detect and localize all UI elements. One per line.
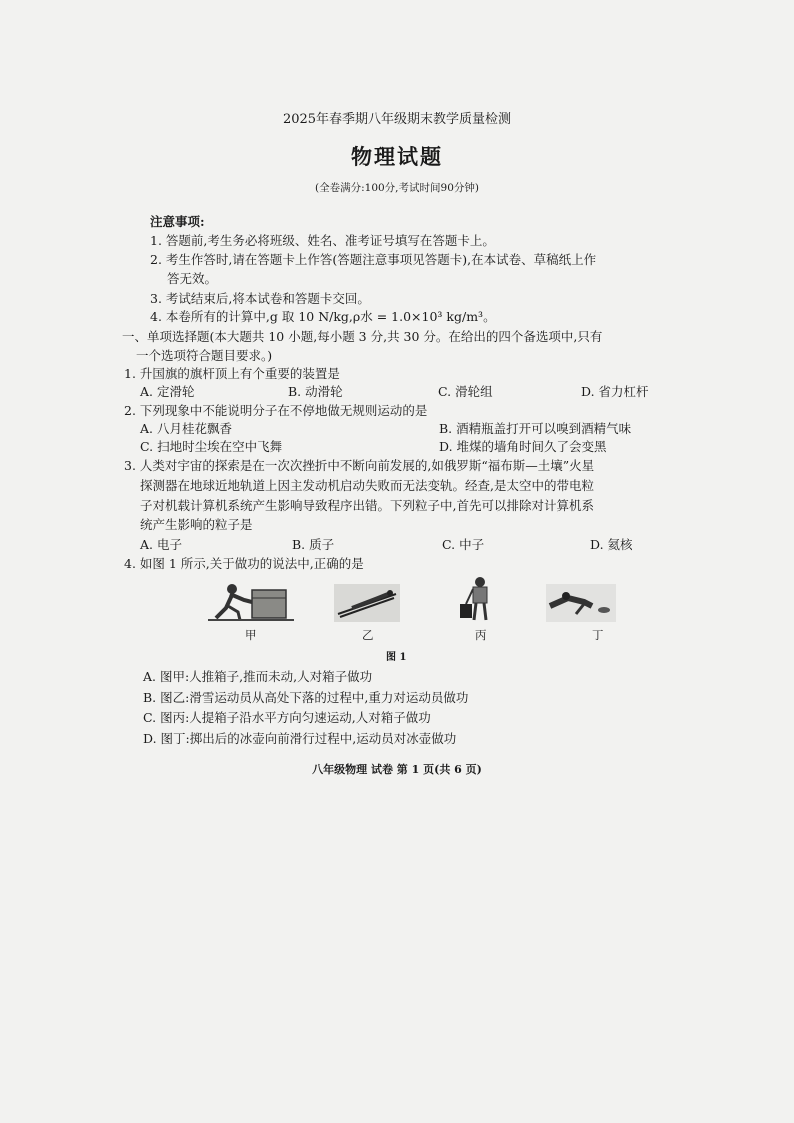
q1-option-d: D. 省力杠杆 [581, 384, 649, 399]
question-3-line-4: 统产生影响的粒子是 [140, 517, 253, 532]
figure-label-ding: 丁 [592, 628, 604, 642]
figure-label-bing: 丙 [475, 628, 487, 642]
note-item-2-line-1: 2. 考生作答时,请在答题卡上作答(答题注意事项见答题卡),在本试卷、草稿纸上作 [150, 252, 597, 267]
exam-header: 2025年春季期八年级期末教学质量检测 [282, 112, 512, 127]
figure-label-yi: 乙 [362, 628, 374, 642]
q1-option-b: B. 动滑轮 [288, 384, 343, 399]
figure-jia-push-box [208, 582, 294, 622]
question-3-line-3: 子对机载计算机系统产生影响导致程序出错。下列粒子中,首先可以排除对计算机系 [140, 498, 594, 513]
note-item-1: 1. 答题前,考生务必将班级、姓名、准考证号填写在答题卡上。 [150, 233, 495, 248]
figure-bing-carry-box [458, 576, 498, 622]
exam-subtitle: (全卷满分:100分,考试时间90分钟) [315, 182, 479, 194]
q4-option-c: C. 图丙:人提箱子沿水平方向匀速运动,人对箱子做功 [143, 710, 431, 725]
question-2-stem: 2. 下列现象中不能说明分子在不停地做无规则运动的是 [124, 403, 428, 418]
figure-yi-ski-jumper [334, 584, 400, 622]
question-3-line-1: 3. 人类对宇宙的探索是在一次次挫折中不断向前发展的,如俄罗斯“福布斯—土壤”火星 [124, 458, 595, 473]
note-item-2-line-2: 答无效。 [167, 271, 218, 286]
q4-option-b: B. 图乙:滑雪运动员从高处下落的过程中,重力对运动员做功 [143, 690, 469, 705]
q2-option-c: C. 扫地时尘埃在空中飞舞 [140, 439, 283, 454]
figure-label-jia: 甲 [245, 628, 257, 642]
note-item-3: 3. 考试结束后,将本试卷和答题卡交回。 [150, 291, 370, 306]
q1-option-c: C. 滑轮组 [438, 384, 493, 399]
section-1-heading: 一、单项选择题(本大题共 10 小题,每小题 3 分,共 30 分。在给出的四个备选项中,只有 [122, 329, 603, 344]
figure-ding-curling [546, 584, 616, 622]
q4-option-a: A. 图甲:人推箱子,推而未动,人对箱子做功 [143, 669, 373, 684]
page-title: 物理试题 [351, 144, 443, 169]
note-item-4: 4. 本卷所有的计算中,g 取 10 N/kg,ρ水 = 1.0×10³ kg/m³。 [150, 309, 496, 324]
section-1-heading-cont: 一个选项符合题目要求。) [136, 348, 273, 363]
q3-option-b: B. 质子 [292, 537, 335, 552]
q3-option-a: A. 电子 [140, 537, 182, 552]
q3-option-c: C. 中子 [442, 537, 485, 552]
q2-option-d: D. 堆煤的墙角时间久了会变黑 [439, 439, 607, 454]
question-4-stem: 4. 如图 1 所示,关于做功的说法中,正确的是 [124, 556, 364, 571]
question-3-line-2: 探测器在地球近地轨道上因主发动机启动失败而无法变轨。经查,是太空中的带电粒 [140, 478, 594, 493]
q3-option-d: D. 氦核 [590, 537, 633, 552]
q2-option-b: B. 酒精瓶盖打开可以嗅到酒精气味 [439, 421, 632, 436]
page-footer: 八年级物理 试卷 第 1 页(共 6 页) [312, 763, 482, 776]
figure-caption: 图 1 [386, 652, 407, 663]
q2-option-a: A. 八月桂花飘香 [140, 421, 232, 436]
question-1-stem: 1. 升国旗的旗杆顶上有个重要的装置是 [124, 366, 340, 381]
q1-option-a: A. 定滑轮 [140, 384, 195, 399]
q4-option-d: D. 图丁:掷出后的冰壶向前滑行过程中,运动员对冰壶做功 [143, 731, 457, 746]
notes-heading: 注意事项: [150, 214, 205, 229]
